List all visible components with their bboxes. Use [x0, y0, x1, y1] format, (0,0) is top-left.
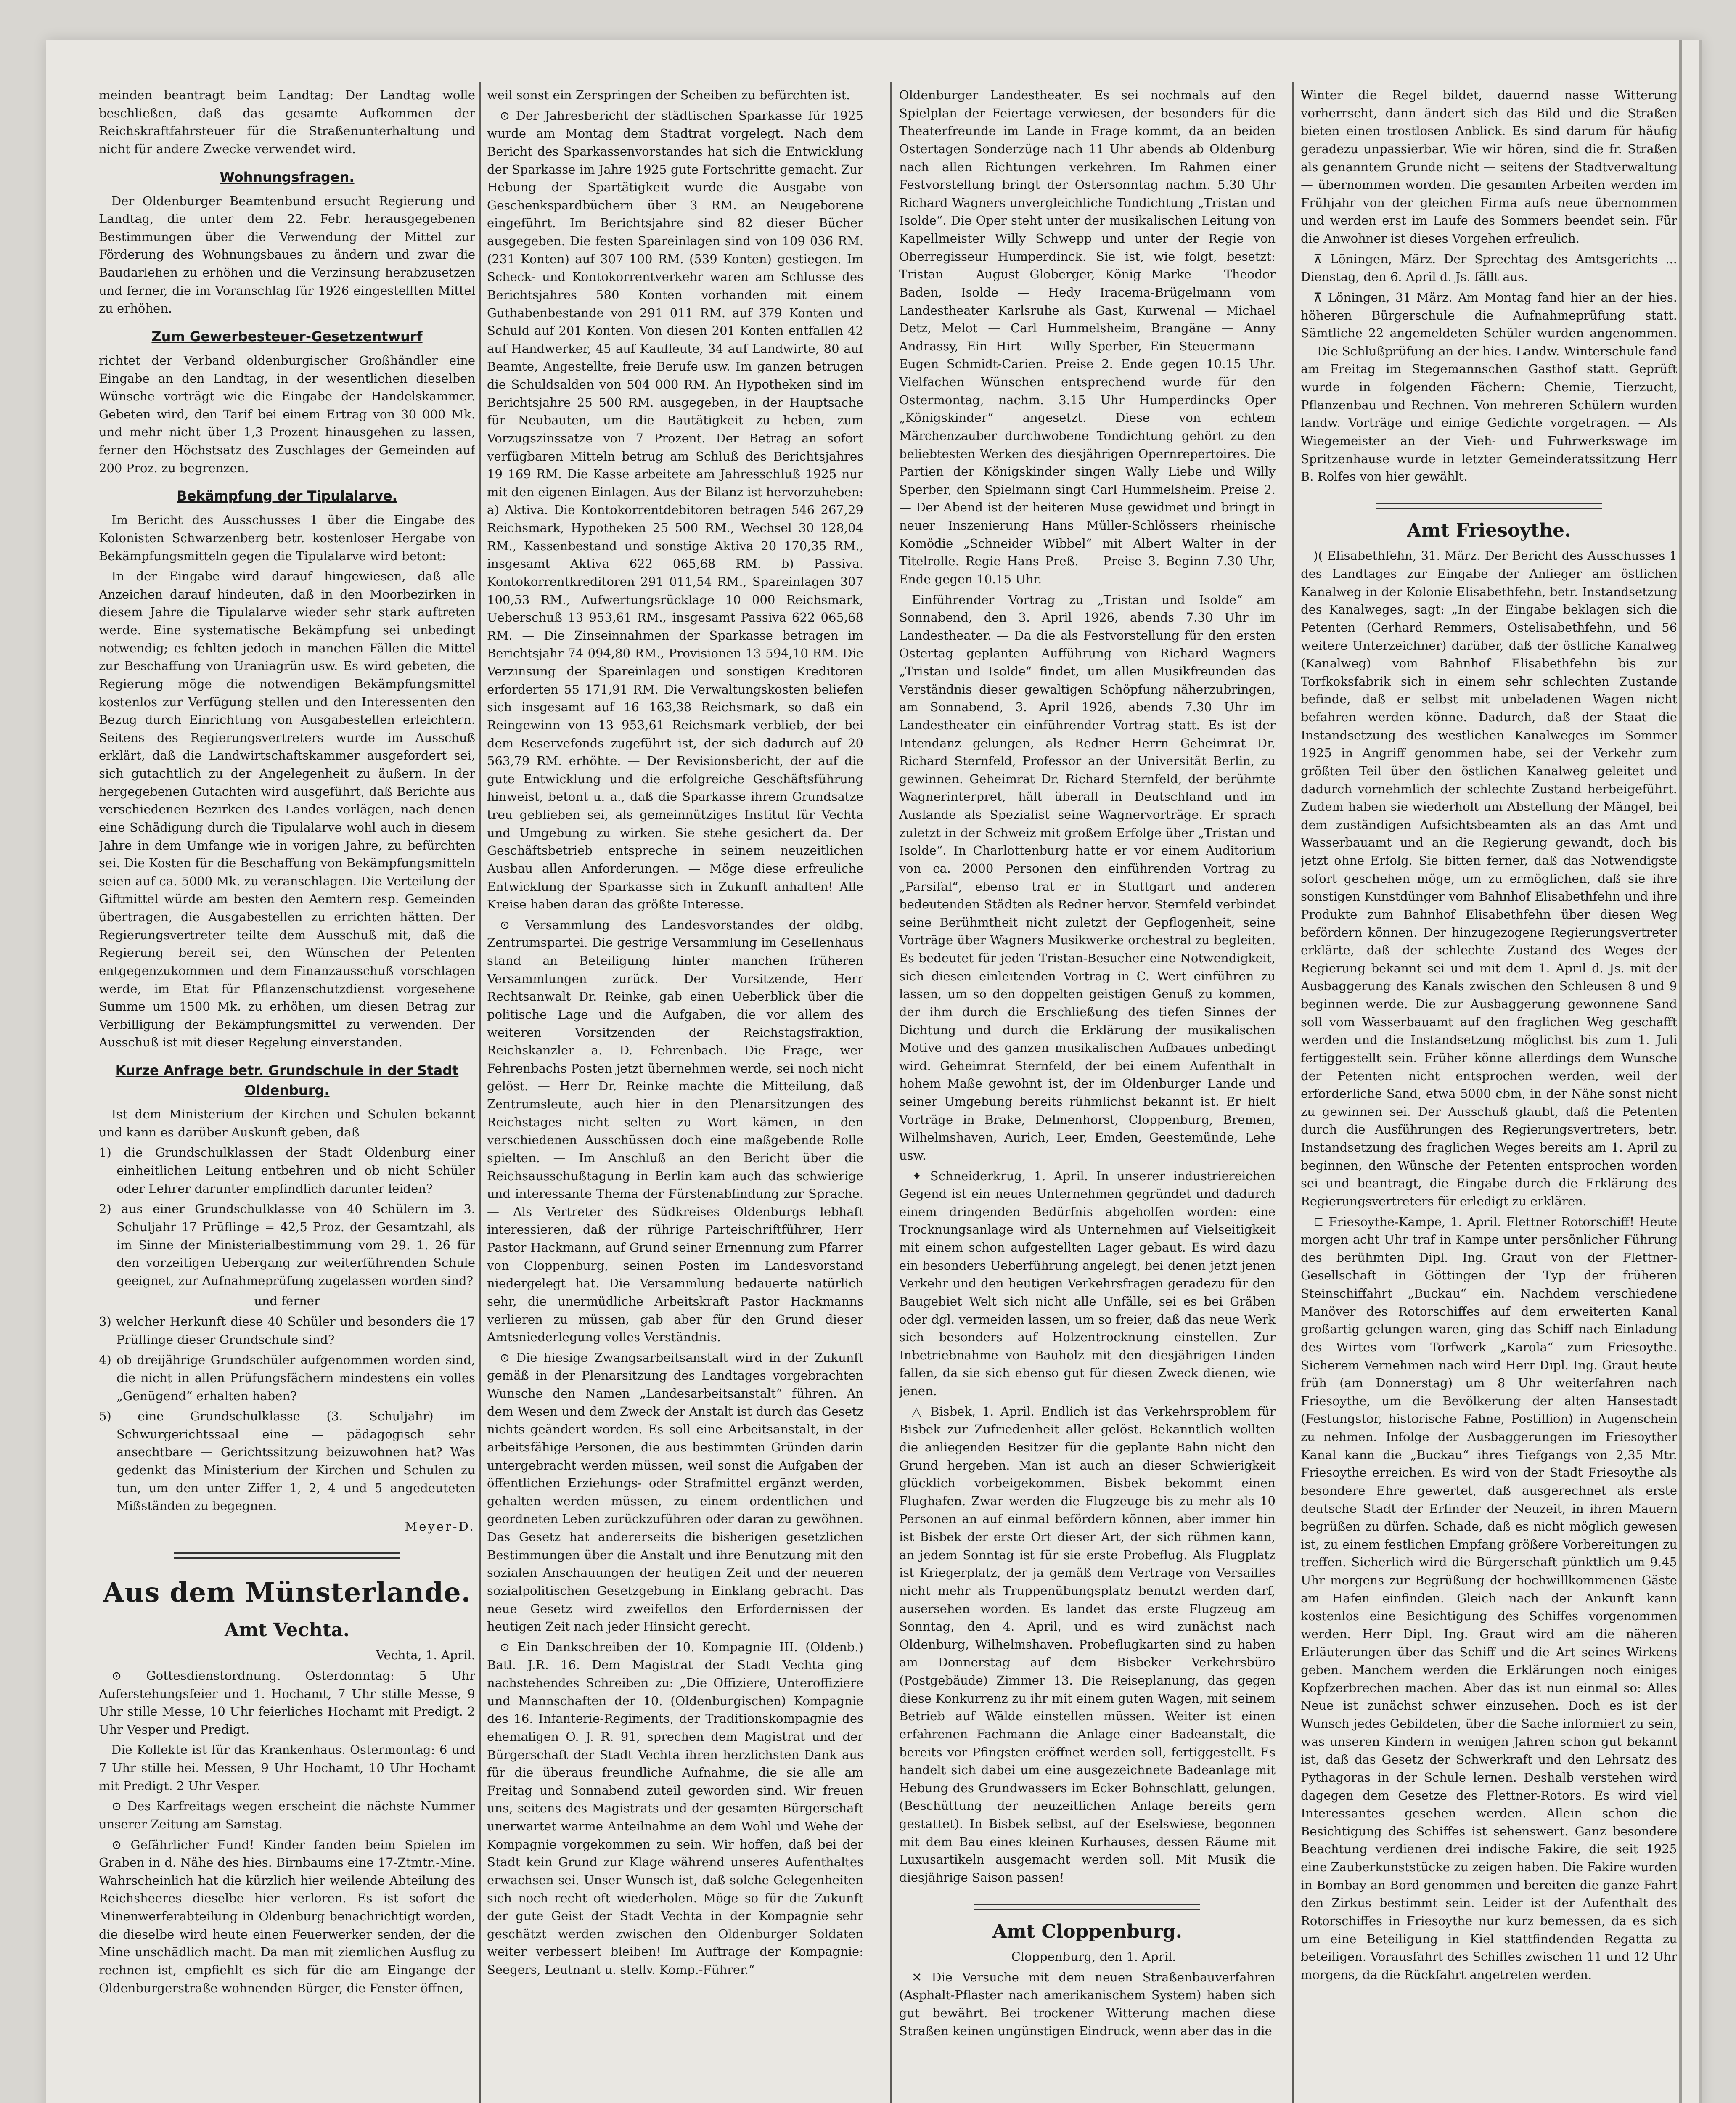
column-rule	[1292, 82, 1294, 2103]
heading-gewerbesteuer: Zum Gewerbesteuer-Gesetzentwurf	[151, 328, 423, 344]
amt-cloppenburg-title: Amt Cloppenburg.	[992, 1920, 1182, 1942]
paragraph: Oldenburger Landestheater. Es sei nochmals auf den Spielplan der Feiertage verwiesen, der besonders für die Theaterfreunde im Lande in Frage kommt, da an beiden Ostertagen Sonderzüge nach 11 Uhr abends ab Oldenburg nach allen Richtungen verkehren. Im Rahmen einer Festvorstellung bringt der Ostersonntag nachm. 5.30 Uhr Richard Wagners unvergleichliche Tondichtung „Tristan und Isolde“. Die Oper steht unter der musikalischen Leitung von Kapellmeister Willy Schwepp und unter der Regie von Oberregisseur Humperdinck. Sie ist, wie folgt, besetzt: Tristan — August Globerger, König Marke — Theodor Baden, Isolde — Hedy Iracema-Brügelmann vom Landestheater Karlsruhe als Gast, Kurwenal — Michael Detz, Melot — Carl Hummelsheim, Brangäne — Anny Andrassy, Ein Hirt — Willy Sperber, Ein Steuermann — Eugen Schmidt-Carien. Preise 2. Ende gegen 10.15 Uhr. Vielfachen Wünschen entsprechend wurde für den Ostermontag, nachm. 3.15 Uhr Humperdincks Oper „Königskinder“ angesetzt. Diese von echtem Märchenzauber durchwobene Tondichtung gehört zu den beliebtesten Werken des diesjährigen Opernrepertoires. Die Partien der Königskinder singen Wally Liebe und Willy Sperber, den Spielmann singt Carl Hummelsheim. Preise 2. — Der Abend ist der heiteren Muse gewidmet und bringt in neuer Inszenierung Hans Müller-Schlössers rheinische Komödie „Schneider Wibbel“ mit Albert Walter in der Titelrolle. Regie Hans Preß. — Preise 3. Beginn 7.30 Uhr, Ende gegen 10.15 Uhr.	[899, 88, 1276, 586]
column-4	[1301, 86, 1677, 2103]
paragraph: ⊙ Die hiesige Zwangsarbeitsanstalt wird in der Zukunft gemäß in der Plenarsitzung des Landtages vorgebrachten Wunsche den Namen „Landesarbeitsanstalt“ führen. An dem Wesen und dem Zweck der Anstalt ist durch das Gesetz nichts geändert worden. Es soll eine Arbeitsanstalt, in der arbeitsfähige Personen, die aus bestimmten Gründen darin untergebracht werden müssen, weil sonst die Aufgaben der öffentlichen Erziehungs- oder Strafmittel ergänzt werden, gehalten werden müssen, zu einem ordentlichen und geordneten Leben zurückzuführen oder daran zu gewöhnen. Das Gesetz hat andererseits die bisherigen gesetzlichen Bestimmungen über die Anstalt und ihre Benutzung mit den sozialen Anschauungen der heutigen Zeit und der neueren sozialpolitischen Gesetzgebung in Einklang gebracht. Das neue Gesetz wird zweifellos den Erfordernissen der heutigen Zeit nach jeder Hinsicht gerecht.	[487, 1350, 863, 1634]
list-item: 1) die Grundschulklassen der Stadt Oldenburg einer einheitlichen Leitung entbehren und ob nicht Schüler oder Lehrer darunter empfindlich darunter leiden?	[99, 1145, 475, 1196]
paragraph: Die Kollekte ist für das Krankenhaus. Ostermontag: 6 und 7 Uhr stille hei. Messen, 9 Uhr Hochamt, 10 Uhr Hochamt mit Predigt. 2 Uhr Vesper.	[99, 1743, 475, 1793]
heading-wohnungsfragen: Wohnungsfragen.	[220, 169, 355, 185]
paragraph: Der Oldenburger Beamtenbund ersucht Regierung und Landtag, die unter dem 22. Febr. herausgegebenen Bestimmungen über die Verwendung der Mittel zur Förderung des Wohnungsbaues zu ändern und zwar die Baudarlehen zu erhöhen und die Verzinsung herabzusetzen und ferner, die im Voranschlag für 1926 eingestellten Mittel zu erhöhen.	[99, 193, 475, 316]
paragraph: weil sonst ein Zerspringen der Scheiben zu befürchten ist.	[487, 88, 850, 102]
dateline: Cloppenburg, den 1. April.	[1011, 1949, 1176, 1964]
list-item: und ferner	[254, 1294, 320, 1308]
paragraph: ⊼ Löningen, 31 März. Am Montag fand hier an der hies. höheren Bürgerschule die Aufnahmeprüfung statt. Sämtliche 22 angemeldeten Schüler wurden angenommen. — Die Schlußprüfung an der hies. Landw. Winterschule fand am Freitag im Stegemannschen Gasthof statt. Geprüft wurde in folgenden Fächern: Chemie, Tierzucht, Pflanzenbau und Rechnen. Von mehreren Schülern wurden landw. Vorträge und einige Gedichte vorgetragen. — Als Wiegemeister an der Vieh- und Fuhrwerkswage im Spritzenhause wurde in letzter Gemeinderatssitzung Herr B. Rolfes von hier gewählt.	[1301, 290, 1677, 484]
list-item: 2) aus einer Grundschulklasse von 40 Schülern im 3. Schuljahr 17 Prüflinge = 42,5 Proz. der Gesamtzahl, als im Sinne der Ministerialbestimmung vom 29. 1. 26 für den vorzeitigen Uebergang zur weiterführenden Schule geeignet, zur Aufnahmeprüfung zugelassen worden sind?	[99, 1202, 475, 1288]
column-rule	[890, 82, 892, 2103]
paragraph: Einführender Vortrag zu „Tristan und Isolde“ am Sonnabend, den 3. April 1926, abends 7.30 Uhr im Landestheater. — Da die als Festvorstellung für den ersten Ostertag geplanten Aufführung von Richard Wagners „Tristan und Isolde“ findet, um allen Musikfreunden das Verständnis dieser gewaltigen Schöpfung näherzubringen, am Sonnabend, 3. April 1926, abends 7.30 Uhr im Landestheater ein einführender Vortrag statt. Es ist der Intendanz gelungen, als Redner Herrn Geheimrat Dr. Richard Sternfeld, Professor an der Universität Berlin, zu gewinnen. Geheimrat Dr. Richard Sternfeld, der berühmte Wagnerinterpret, hält überall in Deutschland und im Auslande als Spezialist seine Wagnervorträge. Er sprach zuletzt in der Schweiz mit großem Erfolge über „Tristan und Isolde“. In Charlottenburg hatte er vor einem Auditorium von ca. 2000 Personen den einführenden Vortrag zu „Parsifal“, ebenso trat er in Stuttgart und anderen bedeutenden Städten als Redner hervor. Sternfeld verbindet seine Berühmtheit nicht zuletzt der Gepflogenheit, seine Vorträge über Wagners Musikwerke orchestral zu begleiten. Es bedeutet für jeden Tristan-Besucher eine Notwendigkeit, sich diesen einleitenden Vortrag in C. Wert einführen zu lassen, um so den doppelten geistigen Genuß zu kommen, der ihm durch die Erschließung des tiefen Sinnes der Dichtung und durch die Erklärung der musikalischen Motive und des ganzen musikalischen Aufbaues unbedingt wird. Geheimrat Sternfeld, der bei einem Aufenthalt in hohem Maße gewohnt ist, der im Oldenburger Lande und seiner Umgebung bereits rühmlichst bekannt ist. Er hielt Vorträge in Brake, Delmenhorst, Cloppenburg, Bremen, Wilhelmshaven, Aurich, Leer, Emden, Geestemünde, Lehe usw.	[899, 592, 1276, 1163]
separator	[174, 1552, 400, 1559]
page-edge	[1679, 40, 1682, 2103]
paragraph: ⊙ Des Karfreitags wegen erscheint die nächste Nummer unserer Zeitung am Samstag.	[99, 1799, 475, 1831]
paragraph: meinden beantragt beim Landtag: Der Landtag wolle beschließen, daß das gesamte Aufkommen der Reichskraftfahrsteuer für die Straßenunterhaltung und nicht für andere Zwecke verwendet wird.	[99, 88, 475, 156]
amt-vechta-title: Amt Vechta.	[224, 1619, 350, 1641]
column-1	[99, 86, 475, 2103]
paragraph: ⊙ Ein Dankschreiben der 10. Kompagnie III. (Oldenb.) Batl. J.R. 16. Dem Magistrat der Stadt Vechta ging nachstehendes Schreiben zu: „Die Offiziere, Unteroffiziere und Mannschaften der 10. (Oldenburgischen) Kompagnie des 16. Infanterie-Regiments, der Traditionskompagnie des ehemaligen O. J. R. 91, sprechen dem Magistrat und der Bürgerschaft der Stadt Vechta ihren herzlichsten Dank aus für die überaus freundliche Aufnahme, die sie alle am Freitag und Sonnabend zuteil geworden sind. Wir freuen uns, seitens des Magistrats und der gesamten Bürgerschaft unerwartet warme Anteilnahme an dem Wohl und Wehe der Kompagnie vorgekommen zu sein. Wir hoffen, daß bei der Stadt kein Grund zur Klage während unseres Aufenthaltes erwachsen sei. Unser Wunsch ist, daß solche Gelegenheiten sich noch recht oft wiederholen. Möge so für die Zukunft der gute Geist der Stadt Vechta in der Kompagnie sehr geschätzt werden zwischen den Oldenburger Soldaten weiter verbessert bleiben! Im Auftrage der Kompagnie: Seegers, Leutnant u. stellv. Komp.-Führer.“	[487, 1639, 863, 1977]
list-item: 5) eine Grundschulklasse (3. Schuljahr) im Schwurgerichtssaal eine — pädagogisch sehr ansechtbare — Gerichtssitzung beizuwohnen hat? Was gedenkt das Ministerium der Kirchen und Schulen zu tun, um den unter Ziffer 1, 2, 4 und 5 angedeuteten Mißständen zu begegnen.	[99, 1409, 475, 1513]
dateline: Vechta, 1. April.	[376, 1648, 475, 1663]
paragraph: ⊙ Gefährlicher Fund! Kinder fanden beim Spielen im Graben in d. Nähe des hies. Birnbaums eine 17-Ztmtr.-Mine. Wahrscheinlich hat die kürzlich hier weilende Abteilung des Reichsheeres dieselbe hier verloren. Es ist sofort die Minenwerferabteilung in Oldenburg benachrichtigt worden, die dieselbe wird heute einen Feuerwerker senden, der die Mine unschädlich macht. Da man mit ziemlichen Ausflug zu rechnen ist, empfiehlt es sich für die am Eingange der Oldenburgerstraße wohnenden Bürger, die Fenster öffnen,	[99, 1837, 475, 1995]
paragraph: ⊙ Versammlung des Landesvorstandes der oldbg. Zentrumspartei. Die gestrige Versammlung im Gesellenhaus stand an Beteiligung hinter manchen früheren Versammlungen zurück. Der Vorsitzende, Herr Rechtsanwalt Dr. Reinke, gab einen Ueberblick über die politische Lage und die Aufgaben, die vor allem des weiteren Vorsitzenden der Reichstagsfraktion, Reichskanzler a. D. Fehrenbach. Die Frage, wer Fehrenbachs Posten jetzt übernehmen werde, sei noch nicht gelöst. — Herr Dr. Reinke machte die Mitteilung, daß Zentrumsleute, auch hier in den Plenarsitzungen des Reichstages nicht selten zu Wort kämen, in den verschiedenen Ausschüssen doch eine maßgebende Rolle spielten. — Im Anschluß an den Bericht über die Reichsausschußtagung in Berlin kam auch das schwierige und interessante Thema der Fürstenabfindung zur Sprache. — Als Vertreter des Südkreises Oldenburgs lebhaft interessieren, daß der rührige Parteischriftführer, Herr Pastor Hackmann, auf Grund seiner Ernennung zum Pfarrer von Cloppenburg, seinen Posten im Landesvorstand niedergelegt hat. Die Versammlung bedauerte natürlich sehr, die unermüdliche Arbeitskraft Pastor Hackmanns verlieren zu müssen, gab aber für den Grund dieser Amtsniederlegung volles Verständnis.	[487, 917, 863, 1345]
paragraph: Winter die Regel bildet, dauernd nasse Witterung vorherrscht, dann ändert sich das Bild und die Straßen bieten einen trostlosen Anblick. Es sind darum für häufig geradezu unpassierbar. Wie wir hören, sind die fr. Straßen als genanntem Grunde nicht — seitens der Stadtverwaltung — übernommen worden. Die gesamten Arbeiten werden im Frühjahr von der gleichen Firma aufs neue übernommen und werden erst im Laufe des Sommers beendet sein. Für die Anwohner ist dieses Vorgehen erfreulich.	[1301, 88, 1677, 246]
section-title: Aus dem Münsterlande.	[103, 1576, 471, 1608]
paragraph: richtet der Verband oldenburgischer Großhändler eine Eingabe an den Landtag, in der wesentlichen dieselben Wünsche vorträgt wie die Eingabe der Handelskammer. Gebeten wird, den Tarif bei einem Ertrag von 30 000 Mk. und mehr nicht über 1,3 Prozent hinausgehen zu lassen, ferner den Höchstsatz des Zuschlages der Gemeinden auf 200 Proz. zu begrenzen.	[99, 353, 475, 475]
paragraph: ✦ Schneiderkrug, 1. April. In unserer industriereichen Gegend ist ein neues Unternehmen gegründet und dadurch einem dringenden Bedürfnis abgeholfen worden: eine Trocknungsanlage wird als Unternehmen auf Vielseitigkeit mit einem schon aufgestellten Lager gebaut. Es wird dazu ein besonders Ueberführung angelegt, bei denen jetzt jenen Verkehr und den heutigen Verkehrsfragen geradezu für den Baugebiet Welt sich nicht alle Unfälle, sei es bei Gräben oder dgl. vermeiden lassen, um so freier, daß das neue Werk sich besonders auf Holzentrocknung einstellen. Zur Inbetriebnahme von Bauholz mit den diesjährigen Linden fallen, da sie sich ebenso gut für diesen Zweck dienen, wie jenen.	[899, 1168, 1276, 1398]
column-rule	[479, 82, 481, 2103]
separator	[974, 1904, 1200, 1910]
list-item: 3) welcher Herkunft diese 40 Schüler und besonders die 17 Prüflinge dieser Grundschule sind?	[99, 1314, 475, 1347]
column-2	[487, 86, 863, 2103]
column-3	[899, 86, 1276, 2103]
paragraph: In der Eingabe wird darauf hingewiesen, daß alle Anzeichen darauf hindeuten, daß in den Moorbezirken in diesem Jahre die Tipulalarve wieder sehr stark auftreten werde. Eine systematische Bekämpfung sei unbedingt notwendig; es fehlten jedoch in manchen Fällen die Mittel zur Beschaffung von Uraniagrün usw. Es wird gebeten, die Regierung möge die notwendigen Bekämpfungsmittel kostenlos zur Verfügung stellen und den Interessenten den Bezug durch Einrichtung von Ausgabestellen erleichtern. Seitens des Regierungsvertreters wurde im Ausschuß erklärt, daß die Landwirtschaftskammer ausgefordert sei, sich gutachtlich zu der Angelegenheit zu äußern. In der hergegebenen Gutachten wird ausgeführt, daß Berichte aus verschiedenen Bezirken des Landes vorlägen, nach denen eine Schädigung durch die Tipulalarve wohl auch in diesem Jahre in dem Umfange wie in vorigen Jahre, zu befürchten sei. Die Kosten für die Beschaffung von Bekämpfungsmitteln seien auf ca. 5000 Mk. zu veranschlagen. Die Verteilung der Giftmittel würde am besten den Aemtern resp. Gemeinden übertragen, die Ausgabestellen zu errichten hätten. Der Regierungsvertreter teilte dem Ausschuß mit, daß die Regierung bereit sei, den Wünschen der Petenten entgegenzukommen und dem Finanzausschuß vorschlagen werde, im Etat für Pflanzenschutzdienst vorgesehene Summe um 1500 Mk. zu erhöhen, um diesen Betrag zur Verbilligung der Bekämpfungsmittel zu verwenden. Der Ausschuß ist mit dieser Regelung einverstanden.	[99, 569, 475, 1050]
newspaper-page	[46, 40, 1702, 2103]
separator	[1376, 503, 1602, 509]
paragraph: ⊙ Gottesdienstordnung. Osterdonntag: 5 Uhr Auferstehungsfeier und 1. Hochamt, 7 Uhr stille Messe, 9 Uhr stille Messe, 10 Uhr feierliches Hochamt mit Predigt. 2 Uhr Vesper und Predigt.	[99, 1668, 475, 1737]
amt-friesoythe-title: Amt Friesoythe.	[1407, 519, 1571, 541]
paragraph: ⊏ Friesoythe-Kampe, 1. April. Flettner Rotorschiff! Heute morgen acht Uhr traf in Kampe unter persönlicher Führung des berühmten Dipl. Ing. Graut von der Flettner-Gesellschaft in Göttingen der Typ der früheren Steinschiffahrt „Buckau“ ein. Nachdem verschiedene Manöver des Rotorschiffes auf dem erweiterten Kanal großartig gelungen waren, ging das Schiff nach Einladung des Wirtes vom Torfwerk „Karola“ zum Friesoythe. Sicherem Vernehmen nach wird Herr Dipl. Ing. Graut heute früh (am Donnerstag) um 8 Uhr weiterfahren nach Friesoythe, um die Bevölkerung der alten Hansestadt (Festungstor, historische Fahne, Postillion) in Augenschein zu nehmen. Infolge der Ausbaggerungen im Friesoyther Kanal kann die „Buckau“ ihres Tiefgangs von 2,35 Mtr. Friesoythe erreichen. Es wird von der Stadt Friesoythe als besondere Ehre gewertet, daß ausgerechnet als erste deutsche Stadt der Erfinder der Neuzeit, in ihren Mauern begrüßen zu dürfen. Schade, daß es nicht möglich gewesen ist, zu einem festlichen Empfang größere Vorbereitungen zu treffen. Sicherlich wird die Bürgerschaft pünktlich um 9.45 Uhr morgens zur Begrüßung der hochwillkommenen Gäste am Hafen einfinden. Gleich nach der Ankunft kann kostenlos eine Besichtigung des Schiffes vorgenommen werden. Herr Dipl. Ing. Graut wird am die näheren Erläuterungen über das Schiff und die Art seines Wirkens geben. Manchem werden die Erklärungen noch einiges Kopfzerbrechen machen. Aber das ist nun einmal so: Alles Neue ist zunächst schwer einzusehen. Doch es ist der Wunsch jedes Gebildeten, über die Sache informiert zu sein, was unseren Kindern in wenigen Jahren schon gut bekannt ist, daß das Gesetz der Schwerkraft und den Lehrsatz des Pythagoras in der Schule lernen. Deshalb verstehen wird dagegen dem Gesetze des Flettner-Rotors. Es wird viel Interessantes gesehen werden. Allein schon die Besichtigung des Schiffes ist sehenswert. Ganz besondere Beachtung verdienen drei indische Fakire, die seit 1925 eine Zauberkunststücke zu zeigen haben. Die Fakire wurden in Bombay an Bord genommen und bereiten die ganze Fahrt den Zirkus bestimmt sein. Leider ist der Aufenthalt des Rotorschiffes in Friesoythe nur kurz bemessen, da es sich um eine Beteiligung in Kiel stattfindenden Regatta zu beteiligen. Vorausfahrt des Schiffes zwischen 11 und 12 Uhr morgens, da die Rückfahrt angetreten werden.	[1301, 1214, 1677, 1982]
paragraph: ⊼ Löningen, März. Der Sprechtag des Amtsgerichts ... Dienstag, den 6. April d. Js. fällt aus.	[1301, 252, 1677, 284]
question-list	[99, 1144, 475, 1515]
heading-tipulalarve: Bekämpfung der Tipulalarve.	[177, 488, 397, 504]
paragraph: Im Bericht des Ausschusses 1 über die Eingabe des Kolonisten Schwarzenberg betr. kostenloser Hergabe von Bekämpfungsmitteln gegen die Tipulalarve wird betont:	[99, 513, 475, 563]
paragraph: △ Bisbek, 1. April. Endlich ist das Verkehrsproblem für Bisbek zur Zufriedenheit aller gelöst. Bekanntlich wollten die anliegenden Besitzer für die geplante Bahn nicht den Grund hergeben. Man ist auch an dieser Schwierigkeit glücklich vorbeigekommen. Bisbek bekommt einen Flughafen. Zwar werden die Flugzeuge bis zu mehr als 10 Personen an auf einmal befördern können, aber immer hin ist Bisbek der erste Ort dieser Art, der sich rühmen kann, an jedem Sonntag ist für sie erste Probeflug. Als Flugplatz ist Kriegerplatz, der ja gemäß dem Vertrage von Versailles nicht mehr als Truppenübungsplatz benutzt werden darf, ausersehen worden. Es landet das erste Flugzeug am Sonntag, den 4. April, und es wird zunächst nach Oldenburg, Wilhelmshaven. Probeflugkarten sind zu haben am Donnerstag auf dem Bisbeker Verkehrsbüro (Postgebäude) Zimmer 13. Die Reiseplanung, das gegen diese Konkurrenz zu ihr mit einem guten Wagen, mit seinem Betrieb auf Wälde einstellen müssen. Weiter ist einen erfahrenen Fachmann die Anlage einer Badeanstalt, die bereits vor Pfingsten eröffnet werden soll, fertiggestellt. Es handelt sich dabei um eine ausgezeichnete Badeanlage mit Hebung des Grundwassers im Ecker Bohnschlatt, gelungen. (Beschüttung der neuzeitlichen Anlage bereits gern gestattet). In Bisbek selbst, auf der Eselswiese, begonnen mit dem Bau eines kleinen Kurhauses, dessen Räume mit Luxusartikeln ausgemacht werden soll. Mit Musik die diesjährige Saison passen!	[899, 1404, 1276, 1885]
paragraph: )( Elisabethfehn, 31. März. Der Bericht des Ausschusses 1 des Landtages zur Eingabe der Anlieger am östlichen Kanalweg in der Kolonie Elisabethfehn, betr. Instandsetzung des Kanalweges, sagt: „In der Eingabe beklagen sich die Petenten (Gerhard Remmers, Ostelisabethfehn, und 56 weitere Unterzeichner) darüber, daß der östliche Kanalweg (Kanalweg) vom Bahnhof Elisabethfehn bis zur Torfkoksfabrik sich in einem sehr schlechten Zustande befinde, daß er selbst mit unbeladenen Wagen nicht befahren werden könne. Dadurch, daß der Staat die Instandsetzung des westlichen Kanalweges im Sommer 1925 in Angriff genommen habe, sei der Verkehr zum größten Teil über den östlichen Kanalweg geleitet und dadurch vornehmlich der schlechte Zustand herbeigeführt. Zudem haben sie wiederholt um Abstellung der Mängel, bei dem zuständigen Aufsichtsbeamten als an das Amt und Wasserbauamt und an die Regierung gewandt, doch bis jetzt ohne Erfolg. Sie bitten ferner, daß das Notwendigste sofort geschehen möge, um zu ermöglichen, daß sie ihre sonstigen Kunstdünger vom Bahnhof Elisabethfehn und ihre Produkte zum Bahnhof Elisabethfehn über diesen Weg befördern können. Der hinzugezogene Regierungsvertreter erklärte, daß der schlechte Zustand des Weges der Regierung bekannt sei und mit dem 1. April d. Js. mit der Ausbaggerung des Kanals zwischen den Schleusen 8 und 9 beginnen werde. Die zur Ausbaggerung gewonnene Sand soll vom Wasserbauamt auf den fraglichen Weg geschafft werden und die Instandsetzung möglichst bis zum 1. Juli fertiggestellt sein. Früher könne allerdings dem Wunsche der Petenten nicht entsprochen werden, weil der erforderliche Sand, etwa 5000 cbm, in der Nähe sonst nicht zu gewinnen sei. Der Ausschuß glaubt, daß die Petenten durch die Ausführungen des Regierungsvertreters, betr. Instandsetzung des fraglichen Weges bereits am 1. April zu beginnen, den Wünsche der Petenten entsprochen worden sei und beantragt, die Eingabe durch die Erklärung des Regierungsvertreters für erledigt zu erklären.	[1301, 548, 1677, 1208]
paragraph: Ist dem Ministerium der Kirchen und Schulen bekannt und kann es darüber Auskunft geben, daß	[99, 1107, 475, 1139]
paragraph: ✕ Die Versuche mit dem neuen Straßenbauverfahren (Asphalt-Pflaster nach amerikanischem System) haben sich gut bewährt. Bei trockener Witterung machen diese Straßen keinen ungünstigen Eindruck, wenn aber das in die	[899, 1970, 1276, 2038]
list-item: 4) ob dreijährige Grundschüler aufgenommen worden sind, die nicht in allen Prüfungsfächern mindestens ein volles „Genügend“ erhalten haben?	[99, 1353, 475, 1403]
paragraph: ⊙ Der Jahresbericht der städtischen Sparkasse für 1925 wurde am Montag dem Stadtrat vorgelegt. Nach dem Bericht des Sparkassenvorstandes hat sich die Entwicklung der Sparkasse im Jahre 1925 gute Fortschritte gemacht. Zur Hebung der Spartätigkeit wurde die Ausgabe von Geschenkspardbüchern über 3 RM. an Neugeborene eingeführt. Im Berichtsjahre sind 82 dieser Bücher ausgegeben. Die festen Spareinlagen sind von 109 036 RM. (231 Konten) auf 307 100 RM. (539 Konten) gestiegen. Im Scheck- und Kontokorrentverkehr waren am Schlusse des Berichtsjahres 580 Konten vorhanden mit einem Guthabenbestande von 291 011 RM. auf 379 Konten und Schuld auf 201 Konten. Von diesen 201 Konten entfallen 42 auf Handwerker, 45 auf Kaufleute, 34 auf Landwirte, 80 auf Beamte, Angestellte, freie Berufe usw. Im ganzen betrugen die Schuldsalden von 504 000 RM. An Hypotheken sind im Berichtsjahre 25 500 RM. ausgegeben, in der Hauptsache für Neubauten, um die Bautätigkeit zu heben, zum Vorzugszinssatze von 7 Prozent. Der Betrag an sofort verfügbaren Mitteln betrug am Schluß des Berichtsjahres 19 169 RM. Die Kasse arbeitete am Jahresschluß 1925 nur mit den eigenen Einlagen. Aus der Bilanz ist hervorzuheben: a) Aktiva. Die Kontokorrentdebitoren betragen 546 267,29 Reichsmark, Hypotheken 25 500 RM., Wechsel 30 128,04 RM., Kassenbestand und sonstige Aktiva 20 170,35 RM., insgesamt Aktiva 622 065,68 RM. b) Passiva. Kontokorrentkreditoren 291 011,54 RM., Spareinlagen 307 100,53 RM., Aufwertungsrücklage 10 000 Reichsmark, Ueberschuß 13 953,61 RM., insgesamt Passiva 622 065,68 RM. — Die Zinseinnahmen der Sparkasse betragen im Berichtsjahr 74 094,80 RM., Provisionen 13 594,10 RM. Die Verzinsung der Spareinlagen und sonstigen Kreditoren erforderten 55 171,91 RM. Die Verwaltungskosten beliefen sich insgesamt auf 16 163,38 Reichsmark, so daß ein Reingewinn von 13 953,61 Reichsmark verblieb, der bei dem Reservefonds zugeführt ist, der sich dadurch auf 20 563,79 RM. erhöhte. — Der Revisionsbericht, der auf die gute Entwicklung und die erfolgreiche Geschäftsführung hinweist, betont u. a., daß die Sparkasse ihrem Grundsatze treu geblieben sei, als gemeinnütziges Institut für Vechta und Umgebung zu wirken. Sie stehe gesichert da. Der Geschäftsbetrieb entspreche in seinem neuzeitlichen Ausbau allen Anforderungen. — Möge diese erfreuliche Entwicklung der Sparkasse sich in Zukunft anhalten! Alle Kreise haben daran das größte Interesse.	[487, 108, 863, 912]
heading-kurze-anfrage: Kurze Anfrage betr. Grundschule in der Stadt Oldenburg.	[115, 1062, 459, 1099]
signature: Meyer-D.	[405, 1519, 475, 1534]
